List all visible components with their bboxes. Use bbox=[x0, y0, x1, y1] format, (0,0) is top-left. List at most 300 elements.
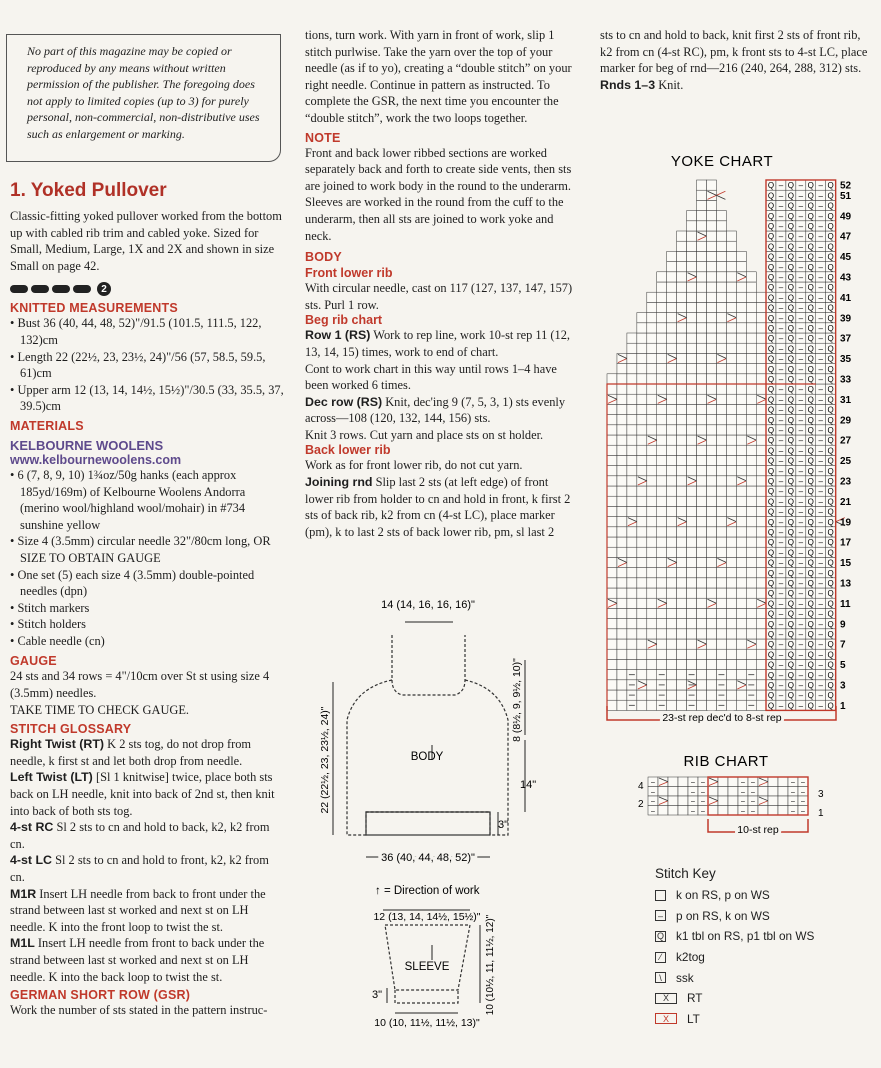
chart-symbol: – bbox=[818, 517, 823, 527]
chart-cell bbox=[726, 496, 736, 506]
chart-cell bbox=[667, 455, 677, 465]
chart-cell bbox=[617, 670, 627, 680]
chart-cell bbox=[647, 343, 657, 353]
chart-symbol: Q bbox=[807, 191, 814, 201]
chart-symbol: – bbox=[818, 630, 823, 639]
chart-cell bbox=[677, 353, 687, 363]
chart-cell bbox=[716, 241, 726, 251]
chart-cell bbox=[726, 476, 736, 486]
chart-cell bbox=[617, 415, 627, 425]
chart-cell bbox=[768, 806, 778, 816]
chart-cell bbox=[736, 415, 746, 425]
materials-list bbox=[10, 467, 285, 650]
chart-cell bbox=[627, 374, 637, 384]
chart-cell bbox=[677, 455, 687, 465]
chart-cell bbox=[677, 649, 687, 659]
chart-cell bbox=[677, 251, 687, 261]
chart-cell bbox=[657, 476, 667, 486]
chart-cell bbox=[707, 200, 717, 210]
gauge-check: TAKE TIME TO CHECK GAUGE. bbox=[10, 702, 190, 717]
chart-cell bbox=[657, 374, 667, 384]
chart-symbol: Q bbox=[767, 456, 775, 466]
chart-cell bbox=[607, 639, 617, 649]
list-item: • 6 (7, 8, 9, 10) 1¾oz/50g hanks (each approx 185yd/169m) of Kelbourne Woolens Andorra (merino wool/highland wool/mohair) in #734 sunshine yellow bbox=[10, 467, 285, 533]
chart-symbol: – bbox=[818, 681, 823, 690]
chart-cell bbox=[726, 527, 736, 537]
chart-symbol: – bbox=[778, 497, 784, 507]
stitch-key-item bbox=[655, 1009, 814, 1030]
chart-cell bbox=[617, 608, 627, 618]
chart-cell bbox=[746, 343, 756, 353]
chart-symbol: Q bbox=[787, 273, 794, 282]
chart-symbol: – bbox=[798, 619, 804, 629]
chart-cell bbox=[707, 374, 717, 384]
chart-cell bbox=[647, 680, 657, 690]
chart-cell bbox=[707, 445, 717, 455]
chart-cell bbox=[678, 777, 688, 787]
chart-cell bbox=[607, 466, 617, 476]
chart-symbol: – bbox=[778, 528, 784, 537]
chart-symbol: – bbox=[798, 466, 804, 476]
chart-symbol: Q bbox=[827, 201, 834, 211]
gsr-heading: GERMAN SHORT ROW (GSR) bbox=[10, 988, 191, 1003]
chart-cell bbox=[746, 292, 756, 302]
chart-symbol: Q bbox=[787, 364, 794, 374]
stitch-key-item bbox=[655, 947, 814, 968]
chart-cell bbox=[707, 547, 717, 557]
chart-symbol: – bbox=[798, 415, 804, 425]
chart-cell bbox=[607, 425, 617, 435]
chart-symbol: Q bbox=[807, 283, 814, 293]
gsr-continued: tions, turn work. With yarn in front of work, slip 1 stitch purlwise. Take the yarn over the top of your needle (as if to yo), creating a “double stitch” on your right needle. Continue in pattern as instructed. To complete the GSR, the next time you encounter the “double stitch”, work the two loops together. bbox=[305, 28, 572, 125]
chart-cell bbox=[756, 313, 766, 323]
chart-symbol: Q bbox=[787, 589, 794, 599]
chart-symbol: – bbox=[778, 538, 784, 548]
chart-symbol: Q bbox=[767, 262, 775, 272]
chart-symbol: – bbox=[798, 293, 804, 303]
chart-symbol: – bbox=[798, 507, 804, 517]
chart-symbol: – bbox=[778, 609, 784, 619]
chart-symbol: – bbox=[701, 798, 705, 806]
chart-symbol: – bbox=[798, 579, 804, 588]
glossary-item: M1L Insert LH needle from front to back under the strand between last st worked and next st on LH needle. K into the back loop to twist the st. bbox=[10, 936, 265, 984]
chart-cell bbox=[778, 787, 788, 797]
list-item: • Bust 36 (40, 44, 48, 52)"/91.5 (101.5, 111.5, 122, 132)cm bbox=[10, 315, 285, 348]
chart-cell bbox=[657, 455, 667, 465]
chart-symbol: – bbox=[818, 191, 823, 201]
chart-cell bbox=[707, 343, 717, 353]
chart-symbol: – bbox=[798, 589, 804, 599]
chart-cell bbox=[746, 496, 756, 506]
chart-cell bbox=[677, 343, 687, 353]
chart-cell bbox=[617, 578, 627, 588]
chart-cell bbox=[716, 302, 726, 312]
rt-cable-icon: X bbox=[655, 993, 677, 1004]
chart-cell bbox=[736, 598, 746, 608]
chart-cell bbox=[657, 272, 667, 282]
chart-symbol: – bbox=[798, 487, 804, 497]
chart-cell bbox=[697, 476, 707, 486]
chart-symbol: Q bbox=[827, 589, 834, 599]
rib-row-number: 4 bbox=[638, 781, 644, 792]
chart-cell bbox=[716, 221, 726, 231]
note-heading: NOTE bbox=[305, 130, 341, 145]
chart-symbol: Q bbox=[827, 426, 834, 435]
row1-text: Row 1 (RS) Work to rep line, work 10-st rep 11 (12, 13, 14, 15) times, work to end of chart. bbox=[305, 328, 571, 359]
chart-symbol: Q bbox=[807, 364, 814, 374]
chart-cell bbox=[756, 435, 766, 445]
chart-symbol: – bbox=[778, 701, 784, 711]
row-number: 39 bbox=[840, 313, 852, 325]
chart-cell bbox=[736, 496, 746, 506]
chart-cell bbox=[687, 486, 697, 496]
stitch-key-title: Stitch Key bbox=[655, 866, 716, 881]
chart-cell bbox=[736, 629, 746, 639]
chart-symbol: Q bbox=[767, 681, 775, 690]
chart-cell bbox=[716, 282, 726, 292]
chart-cell bbox=[637, 506, 647, 516]
chart-cell bbox=[607, 435, 617, 445]
chart-cell bbox=[716, 659, 726, 669]
chart-cell bbox=[627, 649, 637, 659]
chart-cell bbox=[637, 445, 647, 455]
chart-cell bbox=[726, 404, 736, 414]
chart-cell bbox=[697, 670, 707, 680]
chart-cell bbox=[687, 588, 697, 598]
row-number: 45 bbox=[840, 252, 852, 264]
chart-cell bbox=[726, 455, 736, 465]
chart-cell bbox=[736, 517, 746, 527]
chart-cell bbox=[697, 333, 707, 343]
chart-symbol: Q bbox=[827, 181, 834, 191]
chart-cell bbox=[726, 608, 736, 618]
chart-cell bbox=[627, 466, 637, 476]
chart-cell bbox=[667, 588, 677, 598]
chart-symbol: – bbox=[798, 375, 804, 384]
chart-cell bbox=[736, 262, 746, 272]
chart-cell bbox=[718, 806, 728, 816]
chart-cell bbox=[736, 455, 746, 465]
chart-cell bbox=[716, 251, 726, 261]
chart-cell bbox=[607, 496, 617, 506]
chart-symbol: Q bbox=[827, 252, 834, 262]
chart-symbol: Q bbox=[767, 507, 775, 517]
chart-symbol: Q bbox=[827, 293, 834, 303]
chart-cell bbox=[736, 353, 746, 363]
chart-cell bbox=[677, 394, 687, 404]
chart-symbol: Q bbox=[767, 477, 775, 486]
chart-cell bbox=[736, 364, 746, 374]
chart-cell bbox=[657, 425, 667, 435]
chart-symbol: – bbox=[798, 599, 804, 609]
chart-cell bbox=[627, 506, 637, 516]
note-text: Front and back lower ribbed sections are worked separately back and forth to create side vents, then sts are joined to work body in the round to the underarm. Sleeves are worked in the round from the cuff to the underarm, then all sts are joined to work yoke and neck. bbox=[305, 145, 572, 243]
chart-cell bbox=[697, 211, 707, 221]
chart-symbol: Q bbox=[787, 681, 794, 690]
chart-cell bbox=[687, 466, 697, 476]
chart-symbol: Q bbox=[767, 528, 775, 537]
chart-cell bbox=[716, 588, 726, 598]
chart-cell bbox=[707, 313, 717, 323]
yoke-chart-grid bbox=[607, 180, 845, 710]
chart-cell bbox=[756, 486, 766, 496]
chart-cell bbox=[677, 547, 687, 557]
chart-cell bbox=[697, 568, 707, 578]
chart-symbol: Q bbox=[787, 334, 794, 344]
chart-cell bbox=[677, 302, 687, 312]
chart-cell bbox=[647, 476, 657, 486]
chart-cell bbox=[647, 486, 657, 496]
chart-symbol: – bbox=[778, 385, 784, 395]
chart-symbol: Q bbox=[767, 609, 775, 619]
row-number: 15 bbox=[840, 558, 852, 570]
chart-cell bbox=[716, 364, 726, 374]
chart-symbol: Q bbox=[807, 375, 814, 384]
chart-cell bbox=[707, 455, 717, 465]
chart-cell bbox=[677, 231, 687, 241]
chart-cell bbox=[647, 394, 657, 404]
chart-cell bbox=[667, 547, 677, 557]
chart-symbol: – bbox=[651, 779, 655, 787]
chart-cell bbox=[736, 435, 746, 445]
chart-cell bbox=[677, 588, 687, 598]
chart-cell bbox=[736, 313, 746, 323]
chart-symbol: – bbox=[778, 599, 784, 609]
chart-cell bbox=[677, 323, 687, 333]
chart-cell bbox=[677, 557, 687, 567]
chart-cell bbox=[637, 700, 647, 710]
chart-cell bbox=[687, 404, 697, 414]
chart-cell bbox=[778, 806, 788, 816]
chart-cell bbox=[657, 578, 667, 588]
chart-symbol: Q bbox=[827, 375, 834, 384]
chart-symbol: Q bbox=[787, 283, 794, 293]
chart-cell bbox=[697, 619, 707, 629]
chart-cell bbox=[736, 445, 746, 455]
chart-cell bbox=[657, 547, 667, 557]
chart-cell bbox=[687, 323, 697, 333]
chart-cell bbox=[687, 415, 697, 425]
chart-cell bbox=[677, 384, 687, 394]
chart-cell bbox=[657, 343, 667, 353]
chart-symbol: – bbox=[818, 477, 823, 486]
chart-cell bbox=[697, 180, 707, 190]
chart-cell bbox=[627, 343, 637, 353]
chart-symbol: Q bbox=[787, 691, 794, 701]
skill-bar-icon bbox=[73, 285, 91, 293]
chart-cell bbox=[736, 700, 746, 710]
chart-cell bbox=[657, 466, 667, 476]
chart-symbol: – bbox=[798, 222, 804, 231]
row-number: 1 bbox=[840, 700, 846, 712]
chart-symbol: Q bbox=[807, 466, 814, 476]
chart-symbol: – bbox=[798, 456, 804, 466]
chart-cell bbox=[647, 496, 657, 506]
chart-cell bbox=[697, 282, 707, 292]
chart-cell bbox=[607, 578, 617, 588]
chart-cell bbox=[627, 598, 637, 608]
chart-cell bbox=[707, 506, 717, 516]
chart-cell bbox=[667, 302, 677, 312]
brand-name: KELBOURNE WOOLENS bbox=[10, 437, 164, 453]
chart-cell bbox=[607, 506, 617, 516]
chart-cell bbox=[716, 568, 726, 578]
chart-symbol: Q bbox=[827, 415, 834, 425]
chart-symbol: – bbox=[778, 436, 784, 446]
chart-cell bbox=[716, 343, 726, 353]
yoke-rep-label: 23-st rep dec'd to 8-st rep bbox=[662, 712, 782, 724]
chart-cell bbox=[668, 806, 678, 816]
schematic-neck bbox=[392, 635, 465, 695]
chart-symbol: – bbox=[778, 405, 784, 415]
chart-symbol: – bbox=[798, 681, 804, 690]
chart-cell bbox=[667, 680, 677, 690]
chart-symbol: – bbox=[778, 303, 784, 313]
chart-cell bbox=[617, 466, 627, 476]
measurements-heading: KNITTED MEASUREMENTS bbox=[10, 301, 178, 316]
schematic-sleeve bbox=[385, 925, 470, 990]
row-number: 3 bbox=[840, 680, 846, 692]
chart-cell bbox=[716, 527, 726, 537]
chart-symbol: – bbox=[798, 273, 804, 282]
chart-symbol: – bbox=[741, 808, 745, 815]
chart-symbol: – bbox=[818, 507, 823, 517]
chart-symbol: – bbox=[778, 242, 784, 252]
chart-cell bbox=[677, 415, 687, 425]
chart-symbol: Q bbox=[787, 630, 794, 639]
chart-cell bbox=[718, 796, 728, 806]
row-number: 37 bbox=[840, 333, 852, 345]
chart-symbol: Q bbox=[767, 283, 775, 293]
chart-cell bbox=[617, 374, 627, 384]
chart-cell bbox=[607, 568, 617, 578]
chart-cell bbox=[687, 282, 697, 292]
chart-symbol: Q bbox=[807, 303, 814, 313]
back-rib-text: Work as for front lower rib, do not cut yarn. bbox=[305, 458, 523, 473]
chart-cell bbox=[756, 537, 766, 547]
chart-cell bbox=[677, 404, 687, 414]
chart-cell bbox=[726, 374, 736, 384]
chart-cell bbox=[687, 517, 697, 527]
chart-symbol: Q bbox=[787, 517, 794, 527]
chart-cell bbox=[667, 404, 677, 414]
chart-cell bbox=[657, 313, 667, 323]
chart-symbol: – bbox=[751, 798, 755, 806]
chart-cell bbox=[756, 619, 766, 629]
chart-cell bbox=[677, 578, 687, 588]
chart-symbol: – bbox=[798, 405, 804, 415]
chart-cell bbox=[716, 272, 726, 282]
chart-cell bbox=[677, 527, 687, 537]
chart-cell bbox=[647, 374, 657, 384]
chart-symbol: Q bbox=[807, 568, 814, 578]
chart-cell bbox=[687, 506, 697, 516]
chart-cell bbox=[736, 639, 746, 649]
chart-symbol: – bbox=[778, 222, 784, 231]
chart-cell bbox=[726, 547, 736, 557]
chart-symbol: Q bbox=[787, 446, 794, 456]
chart-cell bbox=[667, 445, 677, 455]
chart-symbol: – bbox=[798, 477, 804, 486]
chart-symbol: – bbox=[798, 426, 804, 435]
chart-cell bbox=[647, 404, 657, 414]
chart-cell bbox=[707, 527, 717, 537]
chart-symbol: – bbox=[778, 660, 784, 670]
chart-symbol: – bbox=[818, 283, 823, 293]
chart-cell bbox=[647, 690, 657, 700]
chart-cell bbox=[756, 425, 766, 435]
chart-symbol: Q bbox=[767, 232, 775, 242]
chart-cell bbox=[707, 384, 717, 394]
chart-cell bbox=[687, 608, 697, 618]
chart-cell bbox=[647, 313, 657, 323]
row-number: 5 bbox=[840, 660, 846, 672]
chart-cell bbox=[726, 598, 736, 608]
stitch-key bbox=[655, 866, 814, 1029]
chart-symbol: – bbox=[818, 599, 823, 609]
chart-cell bbox=[726, 588, 736, 598]
chart-cell bbox=[756, 302, 766, 312]
chart-symbol: – bbox=[818, 670, 823, 680]
chart-symbol: – bbox=[818, 497, 823, 507]
chart-cell bbox=[716, 639, 726, 649]
row-number: 9 bbox=[840, 619, 846, 631]
chart-cell bbox=[647, 649, 657, 659]
chart-symbol: – bbox=[778, 283, 784, 293]
chart-cell bbox=[607, 517, 617, 527]
chart-symbol: Q bbox=[787, 262, 794, 272]
chart-symbol: Q bbox=[807, 507, 814, 517]
chart-cell bbox=[617, 537, 627, 547]
lt-cable-icon: X bbox=[655, 1013, 677, 1024]
chart-cell bbox=[607, 608, 617, 618]
chart-symbol: Q bbox=[787, 415, 794, 425]
chart-cell bbox=[667, 527, 677, 537]
chart-symbol: – bbox=[778, 507, 784, 517]
chart-cell bbox=[617, 619, 627, 629]
chart-symbol: – bbox=[778, 324, 784, 333]
chart-cell bbox=[627, 557, 637, 567]
chart-symbol: – bbox=[778, 548, 784, 558]
copyright-notice bbox=[6, 34, 281, 162]
chart-cell bbox=[667, 323, 677, 333]
chart-cell bbox=[726, 659, 736, 669]
chart-symbol: Q bbox=[827, 497, 834, 507]
col3-text: sts to cn and hold to back, knit first 2 sts of front rib, k2 from cn (4-st RC), pm, k front sts to 4-st LC, place marker for beg of rnd—216 (240, 264, 288, 312) sts. bbox=[600, 28, 868, 76]
chart-cell bbox=[707, 619, 717, 629]
chart-cell bbox=[707, 557, 717, 567]
chart-cell bbox=[756, 506, 766, 516]
chart-cell bbox=[687, 659, 697, 669]
chart-cell bbox=[667, 333, 677, 343]
chart-symbol: – bbox=[778, 640, 784, 650]
chart-cell bbox=[736, 323, 746, 333]
chart-cell bbox=[697, 364, 707, 374]
chart-symbol: – bbox=[798, 528, 804, 537]
chart-cell bbox=[647, 445, 657, 455]
chart-symbol: Q bbox=[807, 650, 814, 660]
chart-symbol: – bbox=[818, 456, 823, 466]
chart-cell bbox=[647, 517, 657, 527]
chart-cell bbox=[617, 659, 627, 669]
chart-symbol: Q bbox=[807, 395, 814, 405]
chart-cell bbox=[726, 384, 736, 394]
row-number: 11 bbox=[840, 598, 851, 610]
chart-cell bbox=[756, 649, 766, 659]
chart-cell bbox=[657, 445, 667, 455]
chart-cell bbox=[627, 425, 637, 435]
chart-cell bbox=[667, 486, 677, 496]
